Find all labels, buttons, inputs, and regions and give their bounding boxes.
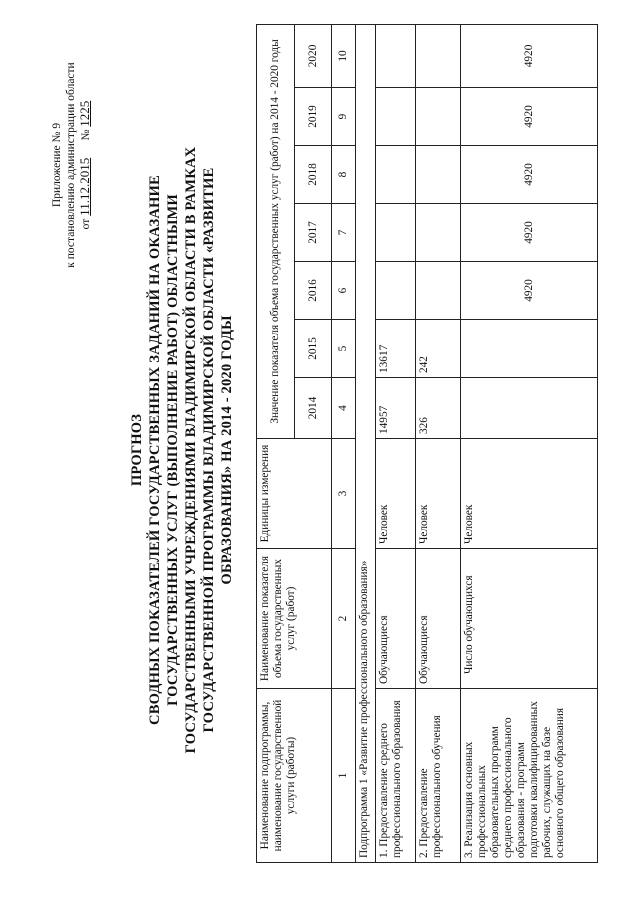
document-title	[128, 125, 236, 775]
header-year: 2015	[295, 320, 332, 378]
appendix-from: от	[80, 218, 92, 230]
service-name: 1. Предоставление среднего профессионального образования	[376, 689, 416, 863]
column-number: 8	[332, 146, 356, 204]
title-line: ОБРАЗОВАНИЯ» НА 2014 - 2020 ГОДЫ	[219, 315, 235, 585]
value-cell	[416, 262, 461, 320]
header-year: 2016	[295, 262, 332, 320]
value-cell	[416, 24, 461, 87]
unit-cell: Человек	[416, 439, 461, 549]
header-year: 2017	[295, 204, 332, 262]
appendix-line: к постановлению администрации области	[65, 62, 77, 268]
column-number: 1	[332, 689, 356, 863]
value-cell: 13617	[376, 320, 416, 378]
column-number: 3	[332, 439, 356, 549]
header-values-group: Значение показателя объема государственных услуг (работ) на 2014 - 2020 годы	[257, 24, 295, 438]
appendix-line: Приложение № 9	[51, 122, 63, 208]
value-cell: 4920	[461, 24, 598, 87]
header-unit: Единицы измерения	[257, 439, 332, 549]
value-cell: 4920	[461, 146, 598, 204]
value-cell: 4920	[461, 262, 598, 320]
column-number: 10	[332, 24, 356, 87]
appendix-number-sign: №	[80, 129, 92, 141]
header-year: 2014	[295, 378, 332, 439]
title-line: ГОСУДАРСТВЕННЫМИ УЧРЕЖДЕНИЯМИ ВЛАДИМИРСКОЙ ОБЛАСТИ В РАМКАХ	[183, 146, 199, 754]
subprogram-row	[356, 24, 376, 862]
value-cell	[461, 378, 598, 439]
value-cell	[376, 262, 416, 320]
header-indicator: Наименование показателя объема государственных услуг (работ)	[257, 549, 332, 689]
subprogram-title: Подпрограмма 1 «Развитие профессионального образования»	[356, 24, 376, 862]
value-cell: 14957	[376, 378, 416, 439]
table-row	[461, 24, 598, 862]
title-line: ГОСУДАРСТВЕННЫХ УСЛУГ (ВЫПОЛНЕНИЕ РАБОТ) ОБЛАСТНЫМИ	[165, 194, 181, 706]
header-year: 2018	[295, 146, 332, 204]
header-year: 2019	[295, 88, 332, 146]
value-cell	[376, 146, 416, 204]
service-name: 3. Реализация основных профессиональных образовательных программ среднего профессионального образования - программ подготовки квалифицированных рабочих, служащих на базе основного общего образования	[461, 689, 598, 863]
column-number: 7	[332, 204, 356, 262]
unit-cell: Человек	[461, 439, 598, 549]
value-cell	[416, 88, 461, 146]
value-cell	[416, 146, 461, 204]
value-cell: 242	[416, 320, 461, 378]
title-line: ПРОГНОЗ	[129, 413, 145, 487]
indicator-name: Обучающиеся	[376, 549, 416, 689]
appendix-note	[50, 20, 93, 310]
service-name: 2. Предоставление профессионального обучения	[416, 689, 461, 863]
column-number: 9	[332, 88, 356, 146]
indicator-name: Обучающиеся	[416, 549, 461, 689]
value-cell	[376, 204, 416, 262]
unit-cell: Человек	[376, 439, 416, 549]
header-row	[257, 24, 295, 862]
appendix-number: 1225	[77, 100, 92, 127]
value-cell: 4920	[461, 88, 598, 146]
value-cell: 4920	[461, 204, 598, 262]
column-number: 6	[332, 262, 356, 320]
title-line: ГОСУДАРСТВЕННОЙ ПРОГРАММЫ ВЛАДИМИРСКОЙ ОБЛАСТИ «РАЗВИТИЕ	[201, 167, 217, 733]
table-row	[416, 24, 461, 862]
value-cell	[376, 88, 416, 146]
value-cell: 326	[416, 378, 461, 439]
header-year: 2020	[295, 24, 332, 87]
value-cell	[416, 204, 461, 262]
column-number: 2	[332, 549, 356, 689]
appendix-date-line	[78, 20, 93, 310]
title-line: СВОДНЫХ ПОКАЗАТЕЛЕЙ ГОСУДАРСТВЕННЫХ ЗАДАНИЙ НА ОКАЗАНИЕ	[147, 175, 163, 725]
forecast-table	[256, 24, 598, 863]
column-number: 4	[332, 378, 356, 439]
appendix-date: 11.12.2015	[77, 157, 92, 216]
value-cell	[461, 320, 598, 378]
header-name: Наименование подпрограммы, наименование государственной услуги (работы)	[257, 689, 332, 863]
column-numbers-row	[332, 24, 356, 862]
value-cell	[376, 24, 416, 87]
column-number: 5	[332, 320, 356, 378]
table-row	[376, 24, 416, 862]
indicator-name: Число обучающихся	[461, 549, 598, 689]
